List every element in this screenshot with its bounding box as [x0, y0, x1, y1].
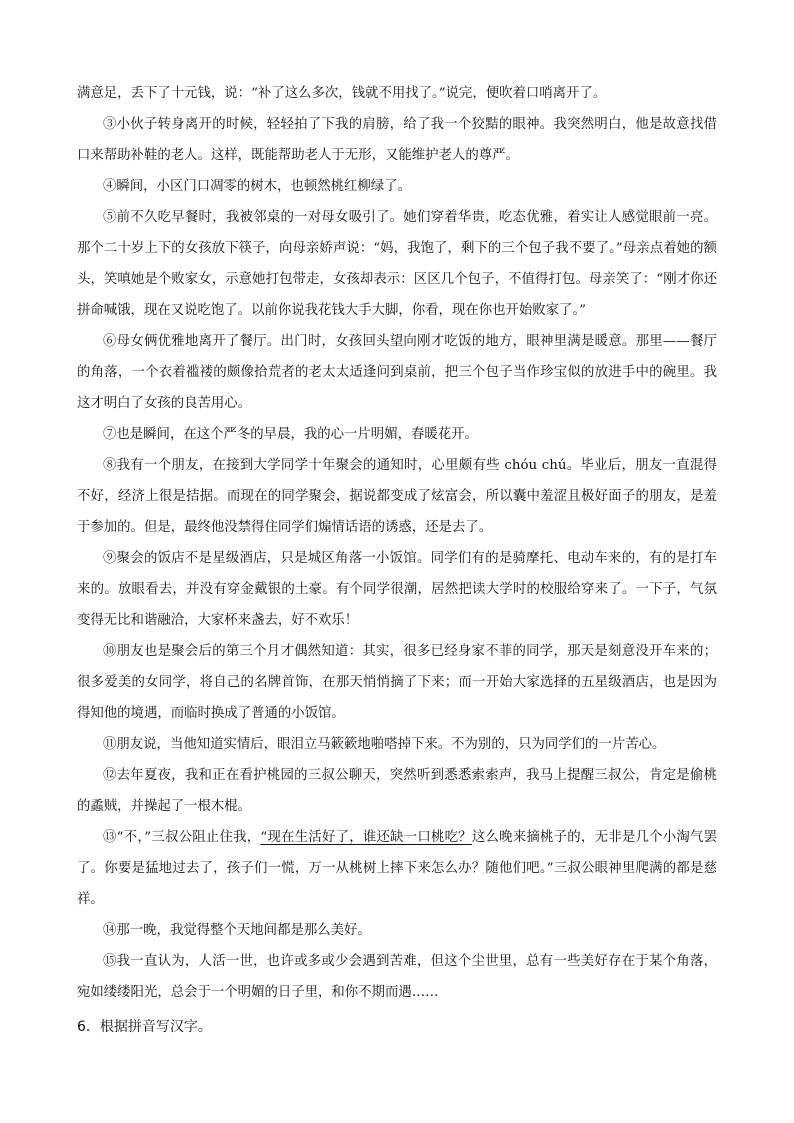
- underlined-sentence: “现在生活好了，谁还缺一口桃吃？: [260, 830, 472, 845]
- paragraph-9: ⑨聚会的饭店不是星级酒店，只是城区角落一小饭馆。同学们有的是骑摩托、电动车来的，有的是打车来的。放眼看去，并没有穿金戴银的土豪。有个同学很潮，居然把读大学时的校服给穿来了。一下子，气氛变得无比和谐融洽，大家杯来盏去，好不欢乐！: [77, 551, 717, 628]
- paragraph-3: ③小伙子转身离开的时候，轻轻拍了下我的肩膀，给了我一个狡黠的眼神。我突然明白，他是故意找借口来帮助补鞋的老人。这样，既能帮助老人于无形，又能维护老人的尊严。: [77, 117, 717, 163]
- paragraph-5: ⑤前不久吃早餐时，我被邻桌的一对母女吸引了。她们穿着华贵，吃态优雅，着实让人感觉眼前一亮。那个二十岁上下的女孩放下筷子，向母亲娇声说：“妈，我饱了，剩下的三个包子我不要了。”母亲点着她的额头，笑嗔她是个败家女，示意她打包带走，女孩却表示：区区几个包子，不值得打包。母亲笑了：“刚才你还拼命喊饿，现在又说吃饱了。以前你说我花钱大手大脚，你看，现在你也开始败家了。”: [77, 210, 717, 318]
- paragraph-13: [77, 822, 717, 915]
- paragraph-14: ⑭那一晚，我觉得整个天地间都是那么美好。: [103, 923, 371, 938]
- paragraph-4: ④瞬间，小区门口凋零的树木，也顿然桃红柳绿了。: [103, 179, 411, 194]
- paragraph-6: ⑥母女俩优雅地离开了餐厅。出门时，女孩回头望向刚才吃饭的地方，眼神里满是暖意。那里——餐厅的角落，一个衣着褴褛的颇像拾荒者的老太太适逢问到桌前，把三个包子当作珍宝似的放进手中的碗里。我这才明白了女孩的良苦用心。: [77, 334, 717, 411]
- paragraph-8: ⑧我有一个朋友，在接到大学同学十年聚会的通知时，心里颇有些 chóu chú。毕业后，朋友一直混得不好，经济上很是拮据。而现在的同学聚会，据说都变成了炫富会，所以囊中羞涩且极好面子的朋友，是羞于参加的。但是，最终他没禁得住同学们煽情话语的诱惑，还是去了。: [77, 458, 717, 535]
- question-6: 6．根据拼音写汉字。: [77, 1019, 212, 1035]
- paragraph-12: ⑫去年夏夜，我和正在看护桃园的三叔公聊天，突然听到悉悉索索声，我马上提醒三叔公，肯定是偷桃的蟊贼，并操起了一根木棍。: [77, 768, 717, 814]
- article-body: [77, 78, 717, 1008]
- paragraph-13-start: ⑬“不，”三叔公阻止住我，: [103, 830, 261, 845]
- paragraph-15: ⑮我一直认为，人活一世，也许或多或少会遇到苦难，但这个尘世里，总有一些美好存在于某个角落，宛如缕缕阳光，总会于一个明媚的日子里，和你不期而遇……: [77, 954, 717, 1000]
- paragraph-2-end: 满意足，丢下了十元钱，说：“补了这么多次，钱就不用找了。”说完，便吹着口哨离开了。: [77, 86, 607, 101]
- paragraph-10: ⑩朋友也是聚会后的第三个月才偶然知道：其实，很多已经身家不菲的同学，那天是刻意没开车来的；很多爱美的女同学，将自己的名牌首饰，在那天悄悄摘了下来；而一开始大家选择的五星级酒店，也是因为得知他的境遇，而临时换成了普通的小饭馆。: [77, 644, 717, 721]
- paragraph-7: ⑦也是瞬间，在这个严冬的早晨，我的心一片明媚，春暖花开。: [103, 427, 478, 442]
- paragraph-11: ⑪朋友说，当他知道实情后，眼泪立马簌簌地啪嗒掉下来。不为别的，只为同学们的一片苦心。: [103, 737, 666, 752]
- paragraph-13-end: 这么晚来摘桃子的，无非是几个小淘气罢了。你要是猛地过去了，孩子们一慌，万一从桃树上摔下来怎么办？随他们吧。”三叔公眼神里爬满的都是慈祥。: [77, 830, 717, 907]
